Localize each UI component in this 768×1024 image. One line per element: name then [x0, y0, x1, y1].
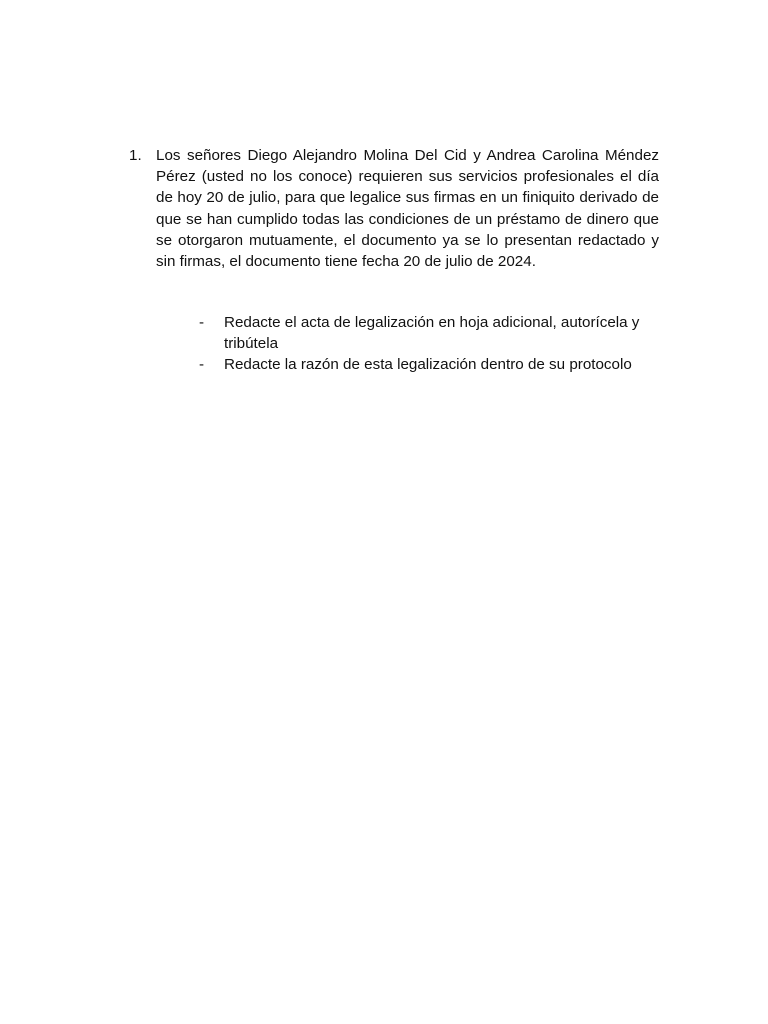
question-text: Los señores Diego Alejandro Molina Del Cid y Andrea Carolina Méndez Pérez (usted no los conoce) requieren sus servicios profesionales el día de hoy 20 de julio, para que legalice sus firmas en un finiquito derivado de que se han cumplido todas las condiciones de un préstamo de dinero que se otorgaron mutuamente, el documento ya se lo presentan redactado y sin firmas, el documento tiene fecha 20 de julio de 2024. [156, 147, 659, 271]
task-list [199, 312, 661, 376]
task-bullet: - [199, 356, 205, 374]
question-item [129, 145, 659, 272]
task-text: Redacte la razón de esta legalización dentro de su protocolo [224, 356, 632, 374]
task-text: Redacte el acta de legalización en hoja adicional, autorícela y tribútela [224, 314, 640, 353]
task-bullet: - [199, 314, 205, 331]
task-item [199, 312, 661, 354]
task-item [199, 354, 661, 375]
question-number: 1. [129, 147, 142, 164]
